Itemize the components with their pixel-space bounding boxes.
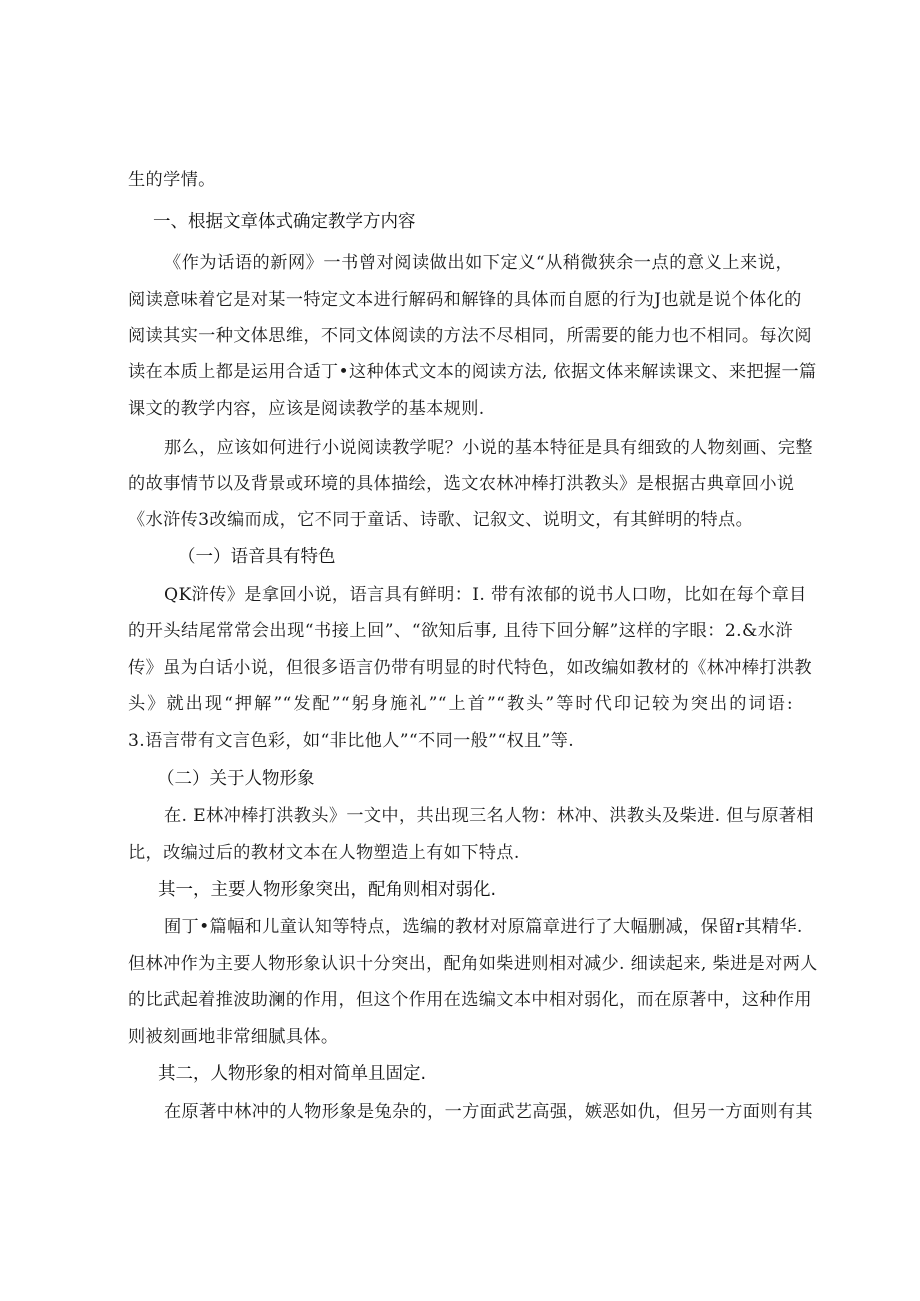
body-line: 《水浒传3改编而成，它不同于童话、诗歌、记叙文、说明文，有其鲜明的特点。 [128,510,754,530]
body-line: 《作为话语的新网》一书曾对阅读做出如下定义“从稍微狭余一点的意义上来说， [164,253,793,273]
body-line: 阅读意味着它是对某一特定文本进行解码和解锋的具体而自愿的行为J也就是说个体化的 [128,290,802,310]
body-line: 3.语言带有文言色彩，如“非比他人”“不同一般”“权且”等. [128,731,575,751]
body-line: QK浒传》是拿回小说，语言具有鲜明：I. 带有浓郁的说书人口吻，比如在每个章目 [164,585,807,605]
body-line: 读在本质上都是运用合适丁•这种体式文本的阅读方法, 依据文体来解读课文、来把握一篇 [128,362,817,382]
body-line: 的比武起着推波助澜的作用，但这个作用在选编文本中相对弱化，而在原著中，这种作用 [128,990,812,1010]
body-line: 比，改编过后的教材文本在人物塑造上有如下特点. [128,843,520,863]
subsection-heading: （一）语音具有特色 [178,547,336,567]
body-line: 则被刻画地非常细腻具体。 [128,1027,339,1047]
body-line: 在原著中林冲的人物形象是兔杂的，一方面武艺高强，嫉恶如仇，但另一方面则有其 [164,1102,813,1122]
body-line: 那么，应该如何进行小说阅读教学呢？小说的基本特征是具有细致的人物刻画、完整 [164,438,813,458]
point-heading: 其二，人物形象的相对简单且固定. [158,1064,427,1084]
body-line: 课文的教学内容，应该是阅读教学的基本规则. [128,399,485,419]
body-line: 在. E林冲棒打洪教头》一文中，共出现三名人物：林冲、洪教头及柴进. 但与原著相 [164,806,814,826]
body-line: 生的学情。 [128,170,216,190]
point-heading: 其一，主要人物形象突出，配角则相对弱化. [158,880,497,900]
subsection-heading: （二）关于人物形象 [157,769,315,789]
section-heading: 一、根据文章体式确定教学方内容 [153,212,416,232]
body-line: 但林冲作为主要人物形象认识十分突出，配角如柴进则相对减少. 细读起来, 柴进是对两人 [128,954,818,974]
body-line: 头》就出现“押解”“发配”“躬身施礼”“上首”“教头”等时代印记较为突出的词语: [128,694,793,714]
body-line: 囿丁•篇幅和儿童认知等特点，选编的教材对原篇章进行了大幅删减，保留r其精华. [164,917,803,937]
body-line: 传》虽为白话小说，但很多语言仍带有明显的时代特色，如改编如教材的《林冲棒打洪教 [128,658,812,678]
body-line: 的故事情节以及背景或环境的具体描绘，选文农林冲棒打洪教头》是根据古典章回小说 [128,474,795,494]
body-line: 的开头结尾常常会出现“书接上回”、“欲知后事, 且待下回分解”这样的字眼：2.&水浒 [128,621,793,641]
body-line: 阅读其实一种文体思维，不同文体阅读的方法不尽相同，所需要的能力也不相同。每次阅 [128,326,812,346]
